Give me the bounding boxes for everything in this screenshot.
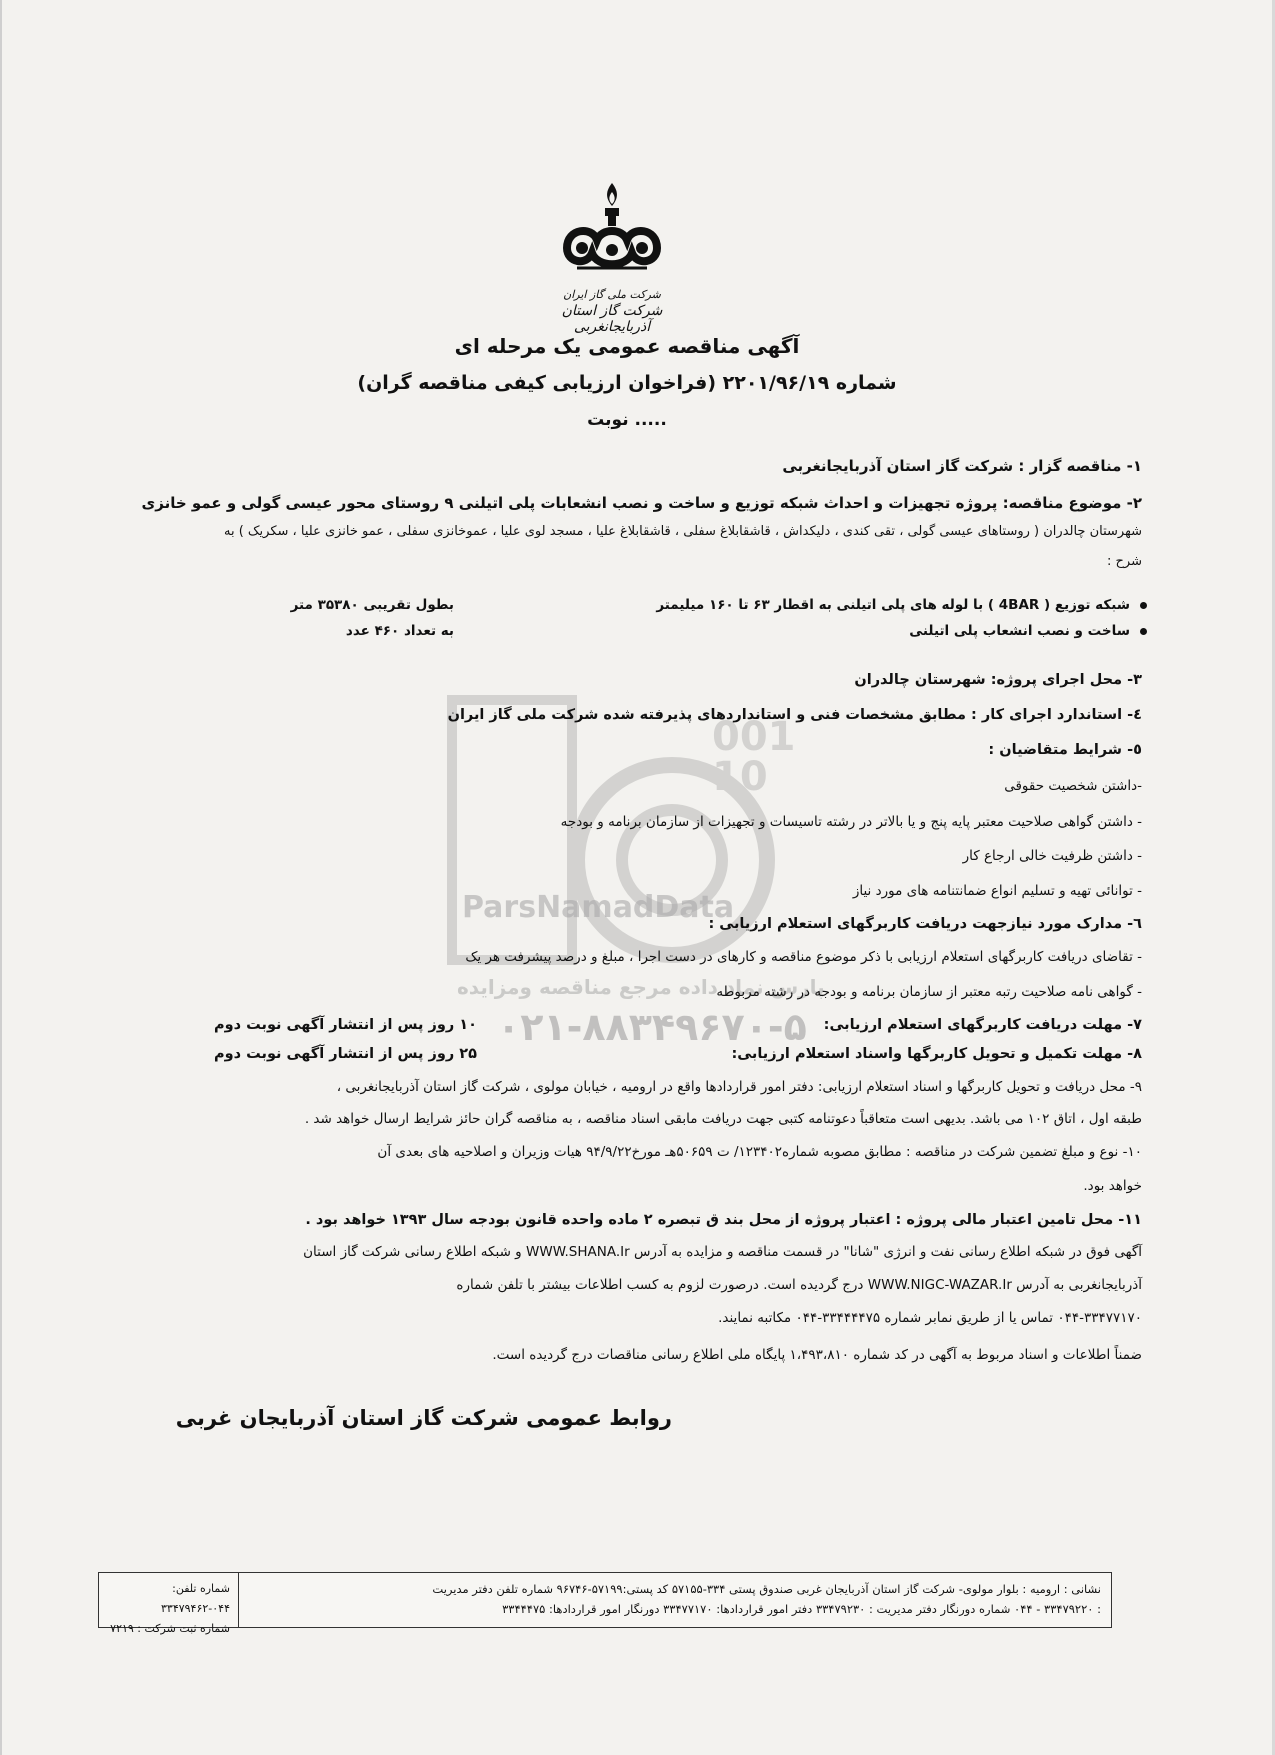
publication-nigc: آذربایجانغربی به آدرس WWW.NIGC-WAZAR.Ir درج گردیده است. درصورت لزوم به کسب اطلاعات بیشتر با تلفن شماره [456,1277,1142,1293]
item-9-delivery-location-cont: طبقه اول ، اتاق ۱۰۲ می باشد. بدیهی است متعاقباً دعوتنامه کتبی جهت دریافت مابقی اسناد مناقصه ، به مناقصه گران حائز شرایط ارسال خواهد شد . [304,1111,1142,1127]
footer-address-row-2: : ۳۳۴۷۹۲۲۰ - ۰۴۴ شماره دورنگار دفتر مدیریت : ۳۳۴۷۹۲۳۰ دفتر امور قراردادها: ۳۳۴۷۷۱۷۰ دورنگار امور قراردادها: ۳۳۴۴۴۷۵ [502,1602,1101,1616]
footer-contact-cell [99,1573,239,1635]
item-6-documents: ٦- مدارک مورد نیازجهت دریافت کاربرگهای استعلام ارزیابی : [708,916,1142,932]
bullet-dot-icon [1140,602,1147,609]
footer-address-box [98,1572,1112,1635]
bullet-2-text: ساخت و نصب انشعاب پلی اتیلنی [909,623,1130,639]
watermark-brand: ParsNamadData [462,890,735,925]
national-portal-code: ضمناً اطلاعات و اسناد مربوط به آگهی در کد شماره ۱،۴۹۳،۸۱۰ پایگاه ملی اطلاع رسانی مناقصات درج گردیده است. [492,1347,1142,1363]
item-4-standard: ٤- استاندارد اجرای کار : مطابق مشخصات فنی و استانداردهای پذیرفته شده شرکت ملی گاز ایران [447,707,1142,723]
item-2-description-label: شرح : [1107,554,1142,569]
item-5-conditions: ٥- شرایط متقاضیان : [988,742,1142,758]
watermark-emblem-icon [442,690,842,990]
item-3-location: ۳- محل اجرای پروژه: شهرستان چالدران [854,672,1142,688]
public-relations-signature: روابط عمومی شرکت گاز استان آذربایجان غربی [175,1406,672,1430]
item-7-receipt-deadline-value: ۱۰ روز پس از انتشار آگهی نوبت دوم [214,1017,477,1033]
svg-text:001: 001 [712,714,796,760]
bullet-branch-installation [909,623,1147,639]
notice-subtitle: (فراخوان ارزیابی کیفی مناقصه گران) شماره ۲۲۰۱/۹۶/۱۹ [357,372,897,394]
bullet-dot-icon [1140,628,1147,635]
company-line-2: شرکت گاز استان آذربایجانغربی [561,303,663,335]
company-line-1: شرکت ملی گاز ایران [563,288,661,301]
item-10-guarantee: ۱۰- نوع و مبلغ تضمین شرکت در مناقصه : مطابق مصوبه شماره۱۲۳۴۰۲/ ت ۵۰۶۵۹هـ مورخ۹۴/۹/۲۲ هیات وزیران و اصلاحیه های بعدی آن [377,1144,1142,1160]
condition-legal-entity: -داشتن شخصیت حقوقی [1004,778,1142,794]
publication-shana: آگهی فوق در شبکه اطلاع رسانی نفت و انرژی "شانا" در قسمت مناقصه و مزایده به آدرس WWW.SHANA.Ir و شبکه اطلاع رسانی شرکت گاز استان [303,1244,1142,1260]
item-11-funding: ۱۱- محل تامین اعتبار مالی پروژه : اعتبار پروژه از محل بند ق تبصره ۲ ماده واحده قانون بودجه سال ۱۳۹۳ خواهد بود . [305,1212,1142,1228]
footer-phone: شماره تلفن: ۰۴۴-۳۳۴۷۹۴۶۲ [161,1582,230,1615]
item-8-submission-deadline-value: ۲۵ روز پس از انتشار آگهی نوبت دوم [214,1046,477,1062]
contact-numbers: ۰۴۴-۳۳۴۷۷۱۷۰ تماس یا از طریق نمابر شماره ۳۳۴۴۴۴۷۵-۰۴۴ مکاتبه نمایند. [718,1310,1142,1326]
bullet-1-text: شبکه توزیع ( 4BAR ) با لوله های پلی اتیلنی به اقطار ۶۳ تا ۱۶۰ میلیمتر [656,597,1130,613]
bullet-2-value: به تعداد ۴۶۰ عدد [345,623,454,639]
notice-round: نوبت ..... [587,410,667,430]
watermark-phone: ۰۲۱-۸۸۳۴۹۶۷۰-۵ [497,1005,807,1049]
bullet-1-value: بطول تقریبی ۳۵۳۸۰ متر [290,597,454,613]
item-2-villages: شهرستان چالدران ( روستاهای عیسی گولی ، تقی کندی ، دلیکداش ، قاشقابلاغ سفلی ، قاشقابلاغ علیا ، مسجد لوی علیا ، عموخانزی سفلی ، عمو خانزی علیا ، سکریک ) به [224,524,1142,539]
condition-qualification: - داشتن گواهی صلاحیت معتبر پایه پنج و یا بالاتر در رشته تاسیسات و تجهیزات از سازمان برنامه و بودجه [560,814,1142,830]
footer-address-cell [239,1573,1111,1627]
item-7-receipt-deadline-label: ۷- مهلت دریافت کاربرگهای استعلام ارزیابی: [823,1017,1142,1033]
item-1-tenderer: ۱- مناقصه گزار : شرکت گاز استان آذربایجانغربی [782,457,1142,475]
svg-text:10: 10 [712,754,768,800]
item-8-submission-deadline-label: ۸- مهلت تکمیل و تحویل کاربرگها واسناد استعلام ارزیابی: [731,1046,1142,1062]
footer-address-row-1: نشانی : ارومیه : بلوار مولوی- شرکت گاز استان آذربایجان غربی صندوق پستی ۳۳۴-۵۷۱۵۵ کد پستی:۵۷۱۹۹-۹۶۷۴۶ شماره تلفن دفتر مدیریت [432,1582,1101,1596]
item-9-delivery-location: ۹- محل دریافت و تحویل کاربرگها و اسناد استعلام ارزیابی: دفتر امور قراردادها واقع در ارومیه ، خیابان مولوی ، شرکت گاز استان آذربایجانغربی ، [336,1079,1142,1095]
document-certificate: - گواهی نامه صلاحیت رتبه معتبر از سازمان برنامه و بودجه در رشته مربوطه [716,984,1142,1000]
condition-capacity: - داشتن ظرفیت خالی ارجاع کار [962,848,1142,864]
item-2-subject: ۲- موضوع مناقصه: پروژه تجهیزات و احداث شبکه توزیع و ساخت و نصب انشعابات پلی اتیلنی ۹ روستای محور عیسی گولی و عمو خانزی [141,494,1142,512]
condition-guarantees: - توانائی تهیه و تسلیم انواع ضمانتنامه های مورد نیاز [852,883,1142,899]
company-name [522,288,702,335]
bullet-distribution-network [656,597,1147,613]
national-gas-company-logo-icon [547,178,677,288]
notice-title: آگهی مناقصه عمومی یک مرحله ای [454,334,800,358]
document-request: - تقاضای دریافت کاربرگهای استعلام ارزیابی با ذکر موضوع مناقصه و کارهای در دست اجرا ، مبلغ و درصد پیشرفت هر یک [465,949,1142,965]
footer-registration: شماره ثبت شرکت : ۷۲۱۹ [110,1622,230,1635]
watermark-text: پارس نماد داده مرجع مناقصه ومزایده [457,975,825,999]
item-10-guarantee-cont: خواهد بود. [1083,1178,1142,1194]
